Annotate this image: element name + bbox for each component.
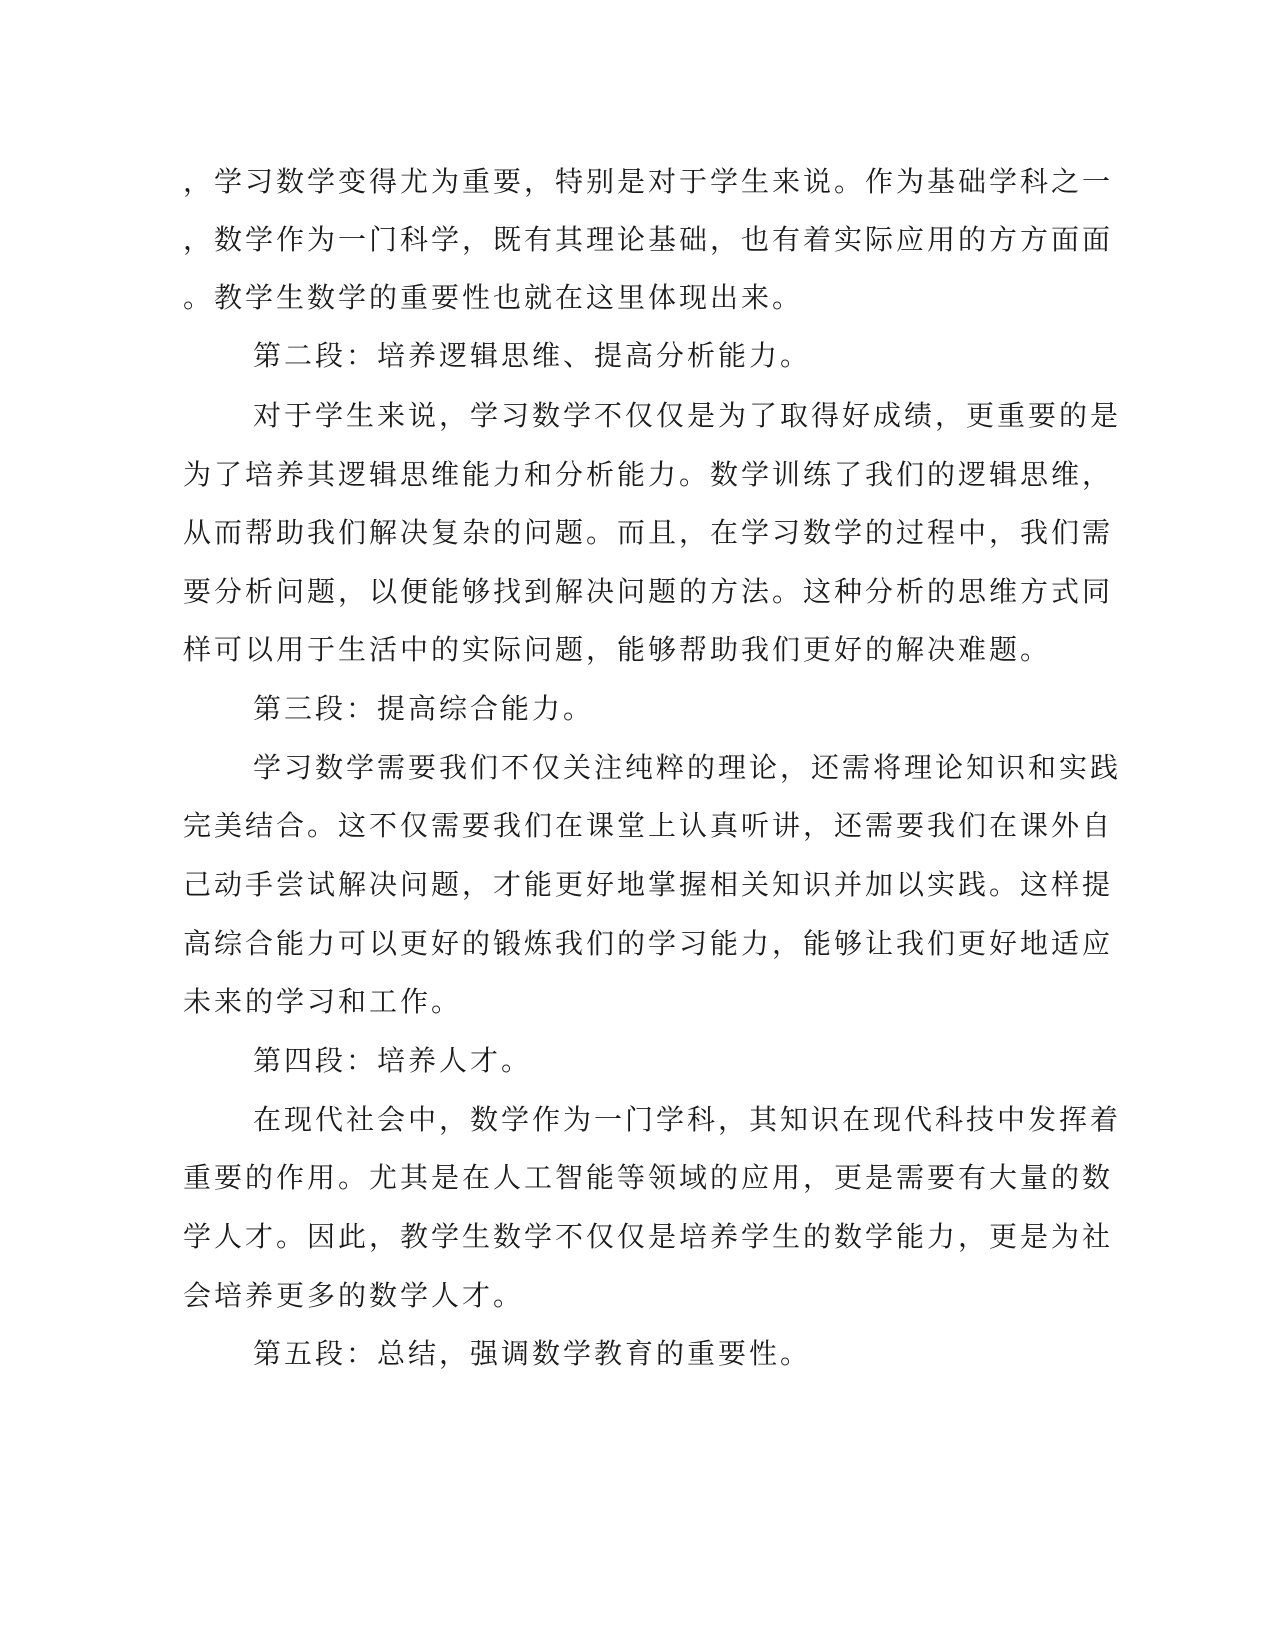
section-heading: 第三段：提高综合能力。	[253, 692, 595, 725]
text-line: 重要的作用。尤其是在人工智能等领域的应用，更是需要有大量的数	[183, 1161, 1114, 1194]
text-line: 在现代社会中，数学作为一门学科，其知识在现代科技中发挥着	[253, 1103, 1122, 1136]
text-line: ，数学作为一门科学，既有其理论基础，也有着实际应用的方方面面	[183, 223, 1114, 256]
section-heading: 第二段：培养逻辑思维、提高分析能力。	[253, 339, 812, 372]
text-line: 从而帮助我们解决复杂的问题。而且，在学习数学的过程中，我们需	[183, 516, 1114, 549]
text-line: 高综合能力可以更好的锻炼我们的学习能力，能够让我们更好地适应	[183, 927, 1114, 960]
text-line: 己动手尝试解决问题，才能更好地掌握相关知识并加以实践。这样提	[183, 868, 1114, 901]
text-line: ，学习数学变得尤为重要，特别是对于学生来说。作为基础学科之一	[183, 165, 1114, 198]
text-line: 未来的学习和工作。	[183, 985, 463, 1018]
text-line: 。教学生数学的重要性也就在这里体现出来。	[183, 281, 804, 314]
text-line: 完美结合。这不仅需要我们在课堂上认真听讲，还需要我们在课外自	[183, 809, 1114, 842]
text-line: 会培养更多的数学人才。	[183, 1279, 525, 1312]
text-line: 为了培养其逻辑思维能力和分析能力。数学训练了我们的逻辑思维，	[183, 458, 1114, 491]
section-heading: 第四段：培养人才。	[253, 1044, 533, 1077]
section-heading: 第五段：总结，强调数学教育的重要性。	[253, 1337, 812, 1370]
text-line: 样可以用于生活中的实际问题，能够帮助我们更好的解决难题。	[183, 633, 1052, 666]
text-line: 学习数学需要我们不仅关注纯粹的理论，还需将理论知识和实践	[253, 751, 1122, 784]
text-line: 对于学生来说，学习数学不仅仅是为了取得好成绩，更重要的是	[253, 399, 1122, 432]
text-line: 学人才。因此，教学生数学不仅仅是培养学生的数学能力，更是为社	[183, 1220, 1114, 1253]
text-line: 要分析问题，以便能够找到解决问题的方法。这种分析的思维方式同	[183, 575, 1114, 608]
